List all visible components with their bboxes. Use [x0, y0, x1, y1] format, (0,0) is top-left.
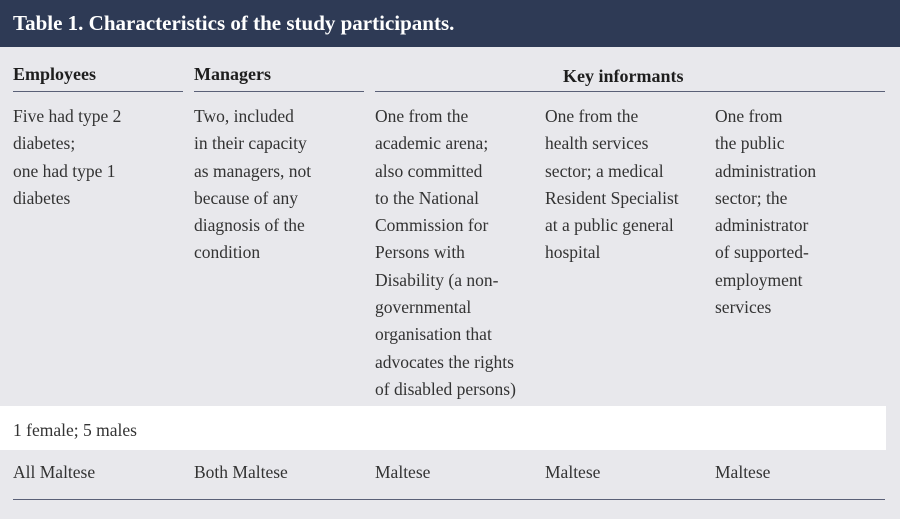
- cell-line: diabetes;: [13, 133, 76, 154]
- table-title-bar: [0, 0, 900, 47]
- nationality-employees: All Maltese: [13, 462, 96, 482]
- cell-line: because of any: [194, 187, 298, 208]
- cell-line: health services: [545, 133, 649, 154]
- cell-line: at a public general: [545, 215, 674, 236]
- cell-line: Five had type 2: [13, 106, 122, 126]
- gender-row-text: 1 female; 5 males: [13, 420, 137, 440]
- cell-line: One from the: [375, 106, 469, 126]
- cell-line: employment: [715, 269, 803, 290]
- cell-line: one had type 1: [13, 160, 116, 181]
- cell-line: diabetes: [13, 187, 71, 208]
- cell-line: also committed: [375, 160, 483, 181]
- cell-line: Two, included: [194, 106, 294, 126]
- cell-line: condition: [194, 242, 261, 263]
- cell-line: of supported-: [715, 242, 809, 263]
- cell-line: Disability (a non-: [375, 269, 499, 290]
- cell-employees-description: [13, 103, 121, 212]
- cell-line: administration: [715, 160, 817, 181]
- cell-line: of disabled persons): [375, 378, 516, 399]
- nationality-health-informant: Maltese: [545, 462, 601, 482]
- cell-admin-informant-description: [715, 103, 816, 321]
- cell-line: services: [715, 297, 772, 318]
- cell-line: One from: [715, 106, 783, 126]
- nationality-admin-informant: Maltese: [715, 462, 771, 482]
- cell-health-informant-description: [545, 103, 679, 267]
- cell-line: sector; a medical: [545, 160, 664, 181]
- nationality-managers: Both Maltese: [194, 462, 288, 482]
- header-key-informants: Key informants: [563, 66, 684, 86]
- cell-line: Resident Specialist: [545, 187, 679, 208]
- cell-line: in their capacity: [194, 133, 307, 154]
- cell-line: organisation that: [375, 324, 492, 345]
- cell-line: Persons with: [375, 242, 465, 263]
- table-bottom-rule: [13, 499, 885, 500]
- header-rule-managers: [194, 91, 364, 92]
- cell-line: administrator: [715, 215, 809, 236]
- cell-line: One from the: [545, 106, 639, 126]
- header-employees: Employees: [13, 64, 96, 84]
- header-managers: Managers: [194, 64, 271, 84]
- nationality-academic-informant: Maltese: [375, 462, 431, 482]
- cell-line: sector; the: [715, 187, 788, 208]
- cell-line: governmental: [375, 297, 472, 318]
- header-rule-employees: [13, 91, 183, 92]
- header-rule-key-informants: [375, 91, 885, 92]
- cell-line: the public: [715, 133, 785, 154]
- cell-line: hospital: [545, 242, 601, 263]
- cell-line: as managers, not: [194, 160, 312, 181]
- table-caption: Table 1. Characteristics of the study participants.: [13, 11, 455, 35]
- cell-line: Commission for: [375, 215, 489, 236]
- cell-line: academic arena;: [375, 133, 489, 154]
- cell-managers-description: [194, 103, 311, 267]
- cell-line: advocates the rights: [375, 351, 514, 372]
- cell-academic-informant-description: [375, 103, 516, 403]
- cell-line: diagnosis of the: [194, 215, 305, 236]
- cell-line: to the National: [375, 187, 480, 208]
